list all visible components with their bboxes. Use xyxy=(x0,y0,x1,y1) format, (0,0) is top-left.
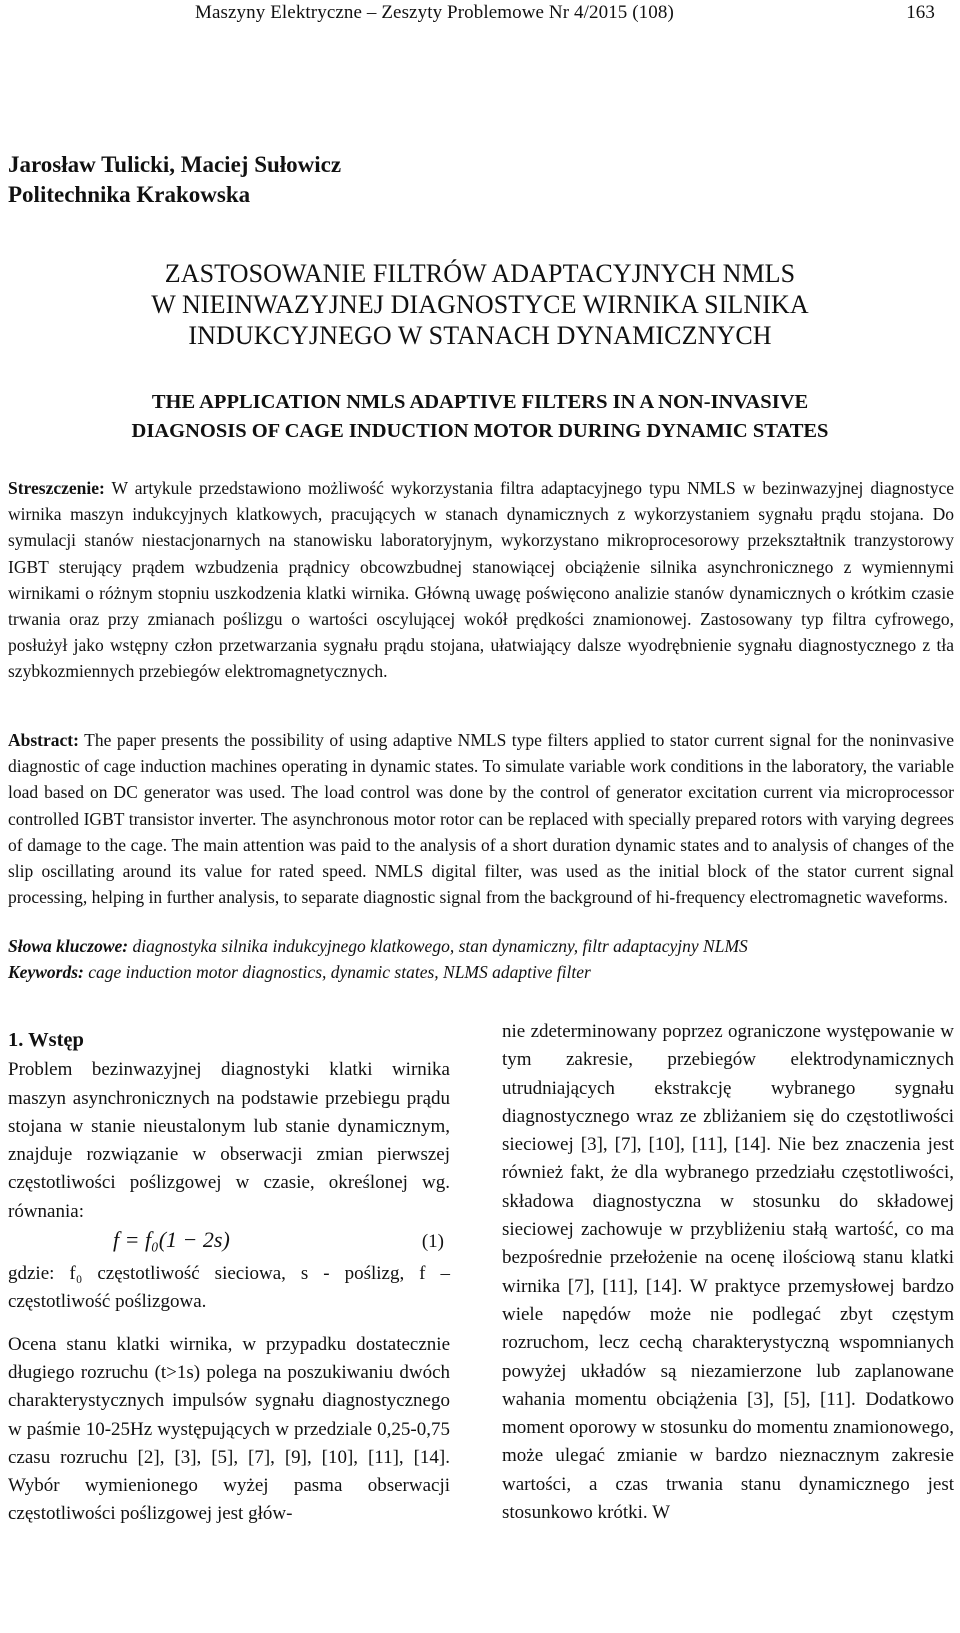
affiliation: Politechnika Krakowska xyxy=(8,182,251,207)
equation-1 xyxy=(8,1226,450,1260)
title-pl-line: ZASTOSOWANIE FILTRÓW ADAPTACYJNYCH NMLS xyxy=(164,259,796,288)
keywords-en-text: cage induction motor diagnostics, dynamic states, NLMS adaptive filter xyxy=(83,962,591,982)
running-header xyxy=(195,2,935,24)
title-english xyxy=(0,388,960,446)
abstract-polish xyxy=(8,475,954,685)
keywords-pl xyxy=(8,933,954,959)
rotor-paragraph: Ocena stanu klatki wirnika, w przypadku dostatecznie długiego rozruchu (t>1s) polega na poszukiwaniu dwóch charakterystycznych impulsów sygnału diagnostycznego w paśmie 10-25Hz występujących w przedziale 0,25-0,75 czasu rozruchu [2], [3], [5], [7], [9], [10], [11], [14]. Wybór wymienionego wyżej pasma obserwacji częstotliwości poślizgowej jest głów- xyxy=(8,1333,450,1525)
title-en-line: THE APPLICATION NMLS ADAPTIVE FILTERS IN A NON-INVASIVE xyxy=(151,391,809,413)
body-column-right xyxy=(502,1018,954,1527)
section-heading: 1. Wstęp xyxy=(8,1029,84,1051)
keywords-block xyxy=(8,933,954,985)
keywords-pl-text: diagnostyka silnika indukcyjnego klatkowego, stan dynamiczny, filtr adaptacyjny NLMS xyxy=(128,936,748,956)
author-block xyxy=(8,150,341,210)
paragraph-gap xyxy=(8,1317,450,1331)
abstract-pl-text: W artykule przedstawiono możliwość wykorzystania filtra adaptacyjnego typu NMLS w bezinwazyjnej diagnostyce wirnika maszyn indukcyjnych klatkowych, pracujących w stanach dynamicznych z wykorzystaniem sygnału prądu stojana. Do symulacji stanów niestacjonarnych na stanowisku laboratoryjnym, wykorzystano mikroprocesorowy przekształtnik tranzystorowy IGBT sterujący prądem wzbudzenia prądnicy obcowzbudnej stanowiącej obciążenie silnika asynchronicznego z wymiennymi wirnikami o różnym stopniu uszkodzenia klatki wirnika. Główną uwagę poświęcono analizie stanów dynamicznych o krótkim czasie trwania oraz przy zmianach poślizgu o wartości oscylującej wokół prędkości znamionowej. Zastosowany typ filtra cyfrowego, posłużył jako wstępny człon przetwarzania sygnału prądu stojana, ułatwiający dalsze wyodrębnienie sygnału diagnostycznego z tła szybkozmiennych przebiegów elektromagnetycznych. xyxy=(8,478,954,682)
abstract-english xyxy=(8,727,954,910)
author-names: Jarosław Tulicki, Maciej Sułowicz xyxy=(8,152,342,177)
abstract-en-text: The paper presents the possibility of using adaptive NMLS type filters applied to stator current signal for the noninvasive diagnostic of cage induction machines operating in dynamic states. To simulate variable work conditions in the laboratory, the variable load based on DC generator was used. The load control was done by the control of generator excitation current via microprocessor controlled IGBT transistor inverter. The asynchronous motor rotor can be replaced with specially prepared rotors with varying degrees of damage to the cage. The main attention was paid to the analysis of a short duration dynamic states and to analysis of changes of the slip oscillating around its value for rated speed. NMLS digital filter, was used as the initial block of the stator current signal processing, helping in further analysis, to separate diagnostic signal from the background of hi-frequency electromagnetic waveforms. xyxy=(8,730,954,908)
equation-body: f = f₀(1 − 2s) xyxy=(113,1227,230,1253)
continuation-paragraph: nie zdeterminowany poprzez ograniczone występowanie w tym zakresie, przebiegów elektrodynamicznych utrudniających ekstrakcję wybranego sygnału diagnostycznego wraz ze zbliżaniem się do częstotliwości sieciowej [3], [7], [10], [11], [14]. Nie bez znaczenia jest również fakt, że dla wybranego przedziału częstotliwości, składowa diagnostyczna w stosunku do składowej sieciowej zachowuje w przybliżeniu stałą wartość, co ma bezpośrednie przełożenie na ocenę ilościową stanu klatki wirnika [7], [11], [14]. W praktyce przemysłowej bardzo wiele napędów może nie podlegać zbyt częstym rozruchom, lecz cechą charakterystyczną wspomnianych powyżej układów są niezamierzone lub zaplanowane wahania momentu obciążenia [3], [5], [11]. Dodatkowo moment oporowy w stosunku do momentu znamionowego, może ulegać zmianie w bardzo nieznacznym zakresie wartości, a czas trwania stanu dynamicznego jest stosunkowo krótki. W xyxy=(502,1021,954,1524)
page-number: 163 xyxy=(906,2,935,23)
equation-where: gdzie: f₀ częstotliwość sieciowa, s - poślizg, f – częstotliwość poślizgowa. xyxy=(8,1263,450,1313)
title-pl-line: W NIEINWAZYJNEJ DIAGNOSTYCE WIRNIKA SILNIKA xyxy=(151,290,809,319)
journal-title: Maszyny Elektryczne – Zeszyty Problemowe Nr 4/2015 (108) xyxy=(195,2,674,23)
keywords-pl-label: Słowa kluczowe: xyxy=(8,936,129,956)
equation-number: (1) xyxy=(421,1231,444,1253)
keywords-en-label: Keywords: xyxy=(8,962,84,982)
title-en-line: DIAGNOSIS OF CAGE INDUCTION MOTOR DURING DYNAMIC STATES xyxy=(131,420,829,442)
title-pl-line: INDUKCYJNEGO W STANACH DYNAMICZNYCH xyxy=(188,321,772,350)
keywords-en xyxy=(8,959,954,985)
abstract-en-label: Abstract: xyxy=(8,730,79,750)
intro-paragraph: Problem bezinwazyjnej diagnostyki klatki wirnika maszyn asynchronicznych na podstawie przebiegu prądu stojana w stanie nieustalonym lub stanie dynamicznym, znajduje rozwiązanie w obserwacji zmian pierwszej częstotliwości poślizgowej w czasie, określonej wg. równania: xyxy=(8,1059,450,1222)
title-polish xyxy=(0,258,960,351)
body-column-left xyxy=(8,1018,450,1529)
abstract-pl-label: Streszczenie: xyxy=(8,478,105,498)
